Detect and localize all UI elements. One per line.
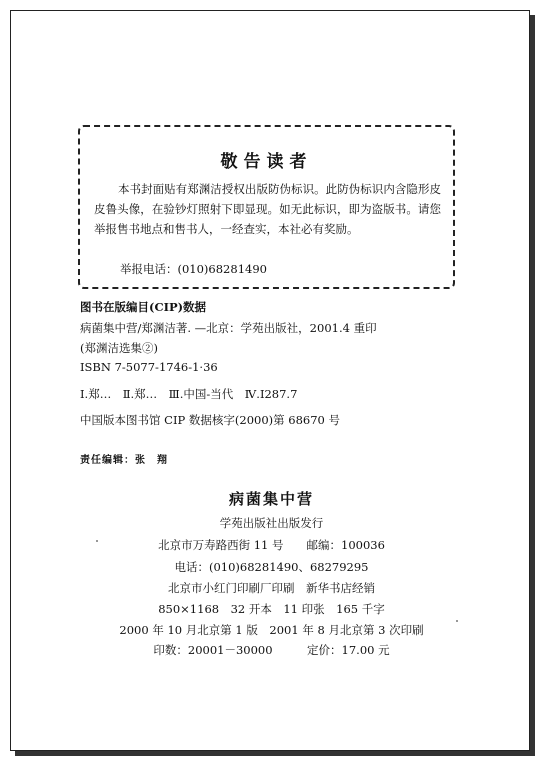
cip-line-2: (郑渊洁选集②) [80, 341, 158, 355]
cip-heading: 图书在版编目(CIP)数据 [80, 300, 207, 314]
address-line: 北京市万寿路西街 11 号 邮编：100036 [158, 538, 385, 552]
editions-line: 2000 年 10 月北京第 1 版 2001 年 8 月北京第 3 次印刷 [119, 623, 424, 637]
notice-phone: 举报电话：(010)68281490 [120, 262, 267, 276]
speck-mark [96, 540, 98, 542]
printer-line: 北京市小红门印刷厂印刷 新华书店经销 [168, 581, 375, 595]
book-title: 病菌集中营 [228, 490, 314, 508]
cip-registration: 中国版本图书馆 CIP 数据核字(2000)第 68670 号 [80, 413, 341, 427]
speck-mark [456, 620, 458, 622]
phone-line: 电话：(010)68281490、68279295 [174, 560, 369, 574]
publisher-line: 学苑出版社出版发行 [219, 516, 324, 530]
cip-isbn: ISBN 7-5077-1746-1·36 [80, 360, 218, 374]
print-run-price-line: 印数：20001－30000 定价：17.00 元 [153, 643, 390, 657]
cip-classification: Ⅰ.郑… Ⅱ.郑… Ⅲ.中国-当代 Ⅳ.I287.7 [80, 387, 298, 401]
notice-title: 敬告读者 [220, 152, 313, 172]
notice-body: 本书封面贴有郑渊洁授权出版防伪标识。此防伪标识内含隐形皮皮鲁头像，在验钞灯照射下即显现。如无此标识，即为盗版书。请您举报售书地点和售书人，一经查实，本社必有奖励。 [94, 182, 441, 236]
book-page [10, 10, 530, 751]
responsible-editor: 责任编辑：张 翔 [80, 455, 168, 466]
format-line: 850×1168 32 开本 11 印张 165 千字 [158, 602, 385, 616]
notice-box [78, 125, 455, 289]
cip-line-1: 病菌集中营/郑渊洁著. —北京：学苑出版社，2001.4 重印 [80, 321, 377, 335]
